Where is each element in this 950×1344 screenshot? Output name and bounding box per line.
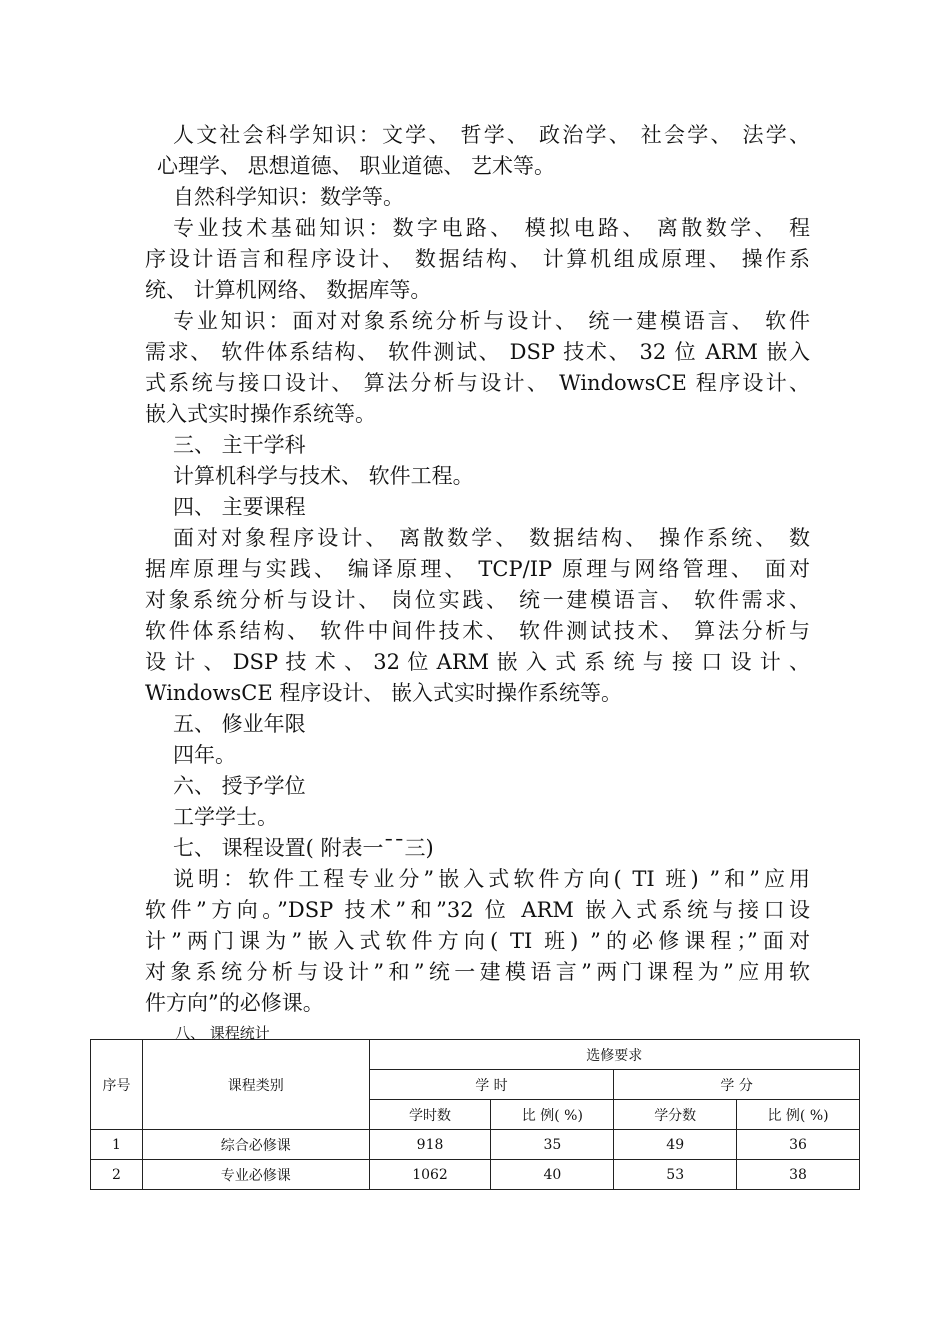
text-line: WindowsCE 程序设计、 嵌入式实时操作系统等。: [145, 681, 623, 705]
header-serial-no: 序号: [91, 1040, 143, 1130]
cell-credits: 53: [614, 1160, 737, 1190]
heading-degree: 六、 授予学位: [173, 774, 306, 798]
paragraph-discipline: 计算机科学与技术、 软件工程。: [173, 464, 474, 488]
text-line: 计”两门课为”嵌入式软件方向( TI 班) ”的必修课程；”面对: [145, 929, 810, 953]
text-line: 式系统与接口设计、 算法分析与设计、 WindowsCE 程序设计、: [145, 371, 810, 395]
table-header-row: [91, 1040, 860, 1070]
header-elective-requirements: 选修要求: [369, 1040, 859, 1070]
document-body: [145, 120, 810, 1045]
cell-hours-pct: 35: [491, 1130, 614, 1160]
text-line: 对象系统分析与设计”和”统一建模语言”两门课程为”应用软: [145, 960, 810, 984]
header-hours-count: 学时数: [369, 1100, 491, 1130]
cell-hours: 918: [369, 1130, 491, 1160]
header-hours-ratio: 比 例( %): [491, 1100, 614, 1130]
header-credit-ratio: 比 例( %): [737, 1100, 860, 1130]
text-line: 嵌入式实时操作系统等。: [145, 402, 376, 426]
header-credits: 学 分: [614, 1070, 860, 1100]
text-line: 说明：软件工程专业分”嵌入式软件方向( TI 班) ”和”应用: [173, 867, 810, 891]
text-line: 自然科学知识：数学等。: [173, 185, 404, 209]
table-title: 八、 课程统计: [175, 1024, 270, 1042]
paragraph-degree: 工学学士。: [173, 805, 278, 829]
cell-credits-pct: 38: [737, 1160, 860, 1190]
paragraph-natural: [145, 182, 810, 213]
text-line: 件方向”的必修课。: [145, 991, 324, 1015]
header-credit-count: 学分数: [614, 1100, 737, 1130]
cell-category: 专业必修课: [142, 1160, 369, 1190]
text-line: 设 计 、 DSP 技 术 、 32 位 ARM 嵌 入 式 系 统 与 接 口 设 计 、: [145, 650, 810, 674]
text-line: 统、 计算机网络、 数据库等。: [145, 278, 432, 302]
paragraph-years: 四年。: [173, 743, 236, 767]
paragraph-courses: [145, 523, 810, 709]
text-line: 心理学、 思想道德、 职业道德、 艺术等。: [157, 154, 556, 178]
text-line: 软件体系结构、 软件中间件技术、 软件测试技术、 算法分析与: [145, 619, 810, 643]
text-line: 人文社会科学知识：文学、 哲学、 政治学、 社会学、 法学、: [173, 123, 810, 147]
cell-no: 2: [91, 1160, 143, 1190]
text-line: 对象系统分析与设计、 岗位实践、 统一建模语言、 软件需求、: [145, 588, 810, 612]
text-line: 专业技术基础知识：数字电路、 模拟电路、 离散数学、 程: [173, 216, 810, 240]
cell-no: 1: [91, 1130, 143, 1160]
paragraph-basics: [145, 213, 810, 306]
text-line: 面对对象程序设计、 离散数学、 数据结构、 操作系统、 数: [173, 526, 810, 550]
heading-main-courses: 四、 主要课程: [173, 495, 306, 519]
paragraph-professional: [145, 306, 810, 430]
cell-hours-pct: 40: [491, 1160, 614, 1190]
cell-credits-pct: 36: [737, 1130, 860, 1160]
text-line: 专业知识：面对对象系统分析与设计、 统一建模语言、 软件: [173, 309, 810, 333]
text-line: 序设计语言和程序设计、 数据结构、 计算机组成原理、 操作系: [145, 247, 810, 271]
header-hours: 学 时: [369, 1070, 614, 1100]
table-row: [91, 1160, 860, 1190]
text-line: 据库原理与实践、 编译原理、 TCP/IP 原理与网络管理、 面对: [145, 557, 810, 581]
cell-credits: 49: [614, 1130, 737, 1160]
header-course-category: 课程类别: [142, 1040, 369, 1130]
text-line: 软件”方向。”DSP 技术”和”32 位 ARM 嵌入式系统与接口设: [145, 898, 810, 922]
heading-course-setup: 七、 课程设置( 附表一¯¯三): [173, 836, 434, 860]
heading-study-years: 五、 修业年限: [173, 712, 306, 736]
heading-main-discipline: 三、 主干学科: [173, 433, 306, 457]
cell-hours: 1062: [369, 1160, 491, 1190]
cell-category: 综合必修课: [142, 1130, 369, 1160]
course-statistics-table: [90, 1039, 860, 1190]
text-line: 需求、 软件体系结构、 软件测试、 DSP 技术、 32 位 ARM 嵌入: [145, 340, 810, 364]
paragraph-note: [145, 864, 810, 1019]
paragraph-humanities: [145, 120, 810, 182]
table-row: [91, 1130, 860, 1160]
